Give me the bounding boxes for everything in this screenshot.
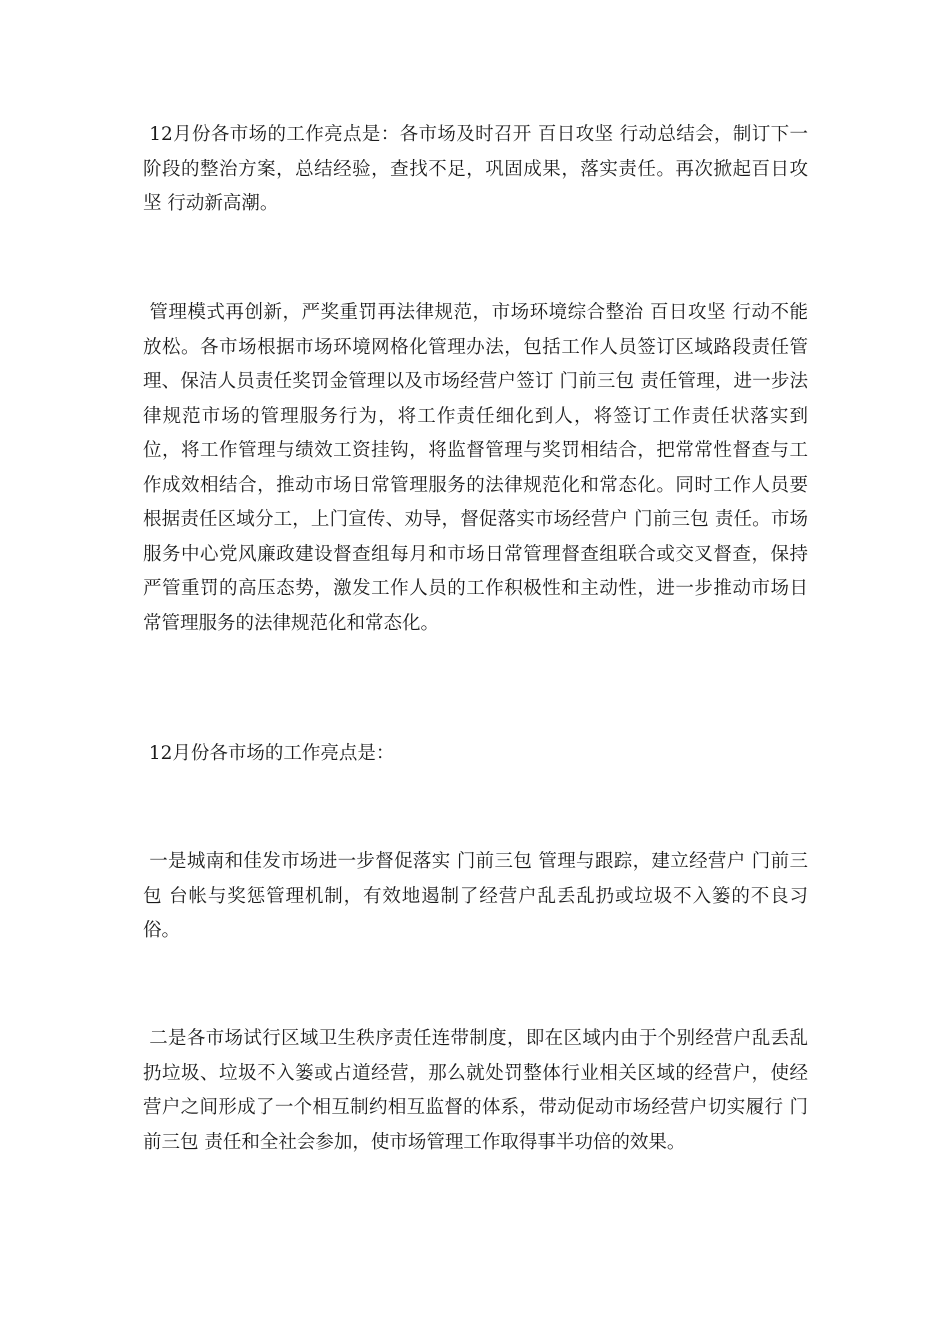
paragraph-december-highlights: 12月份各市场的工作亮点是：各市场及时召开 百日攻坚 行动总结会，制订下一阶段的整治方案，总结经验，查找不足，巩固成果，落实责任。再次掀起百日攻坚 行动新高潮。 (143, 124, 808, 214)
paragraph-point-one: 一是城南和佳发市场进一步督促落实 门前三包 管理与跟踪，建立经营户 门前三包 台帐与奖惩管理机制，有效地遏制了经营户乱丢乱扔或垃圾不入篓的不良习俗。 (143, 851, 808, 941)
paragraph-highlights-heading: 12月份各市场的工作亮点是： (143, 743, 395, 764)
paragraph-point-two: 二是各市场试行区域卫生秩序责任连带制度，即在区域内由于个别经营户乱丢乱扔垃圾、垃圾不入篓或占道经营，那么就处罚整体行业相关区域的经营户，使经营户之间形成了一个相互制约相互监督的体系，带动促动市场经营户切实履行 门前三包 责任和全社会参加，使市场管理工作取得事半功倍的效果。 (143, 1028, 808, 1153)
paragraph-management-innovation: 管理模式再创新，严奖重罚再法律规范，市场环境综合整治 百日攻坚 行动不能放松。各市场根据市场环境网格化管理办法，包括工作人员签订区域路段责任管理、保洁人员责任奖罚金管理以及市场经营户签订 门前三包 责任管理，进一步法律规范市场的管理服务行为，将工作责任细化到人，将签订工作责任状落实到位，将工作管理与绩效工资挂钩，将监督管理与奖罚相结合，把常常性督查与工作成效相结合，推动市场日常管理服务的法律规范化和常态化。同时工作人员要根据责任区域分工，上门宣传、劝导，督促落实市场经营户 门前三包 责任。市场服务中心党风廉政建设督查组每月和市场日常管理督查组联合或交叉督查，保持严管重罚的高压态势，激发工作人员的工作积极性和主动性，进一步推动市场日常管理服务的法律规范化和常态化。 (143, 302, 808, 634)
